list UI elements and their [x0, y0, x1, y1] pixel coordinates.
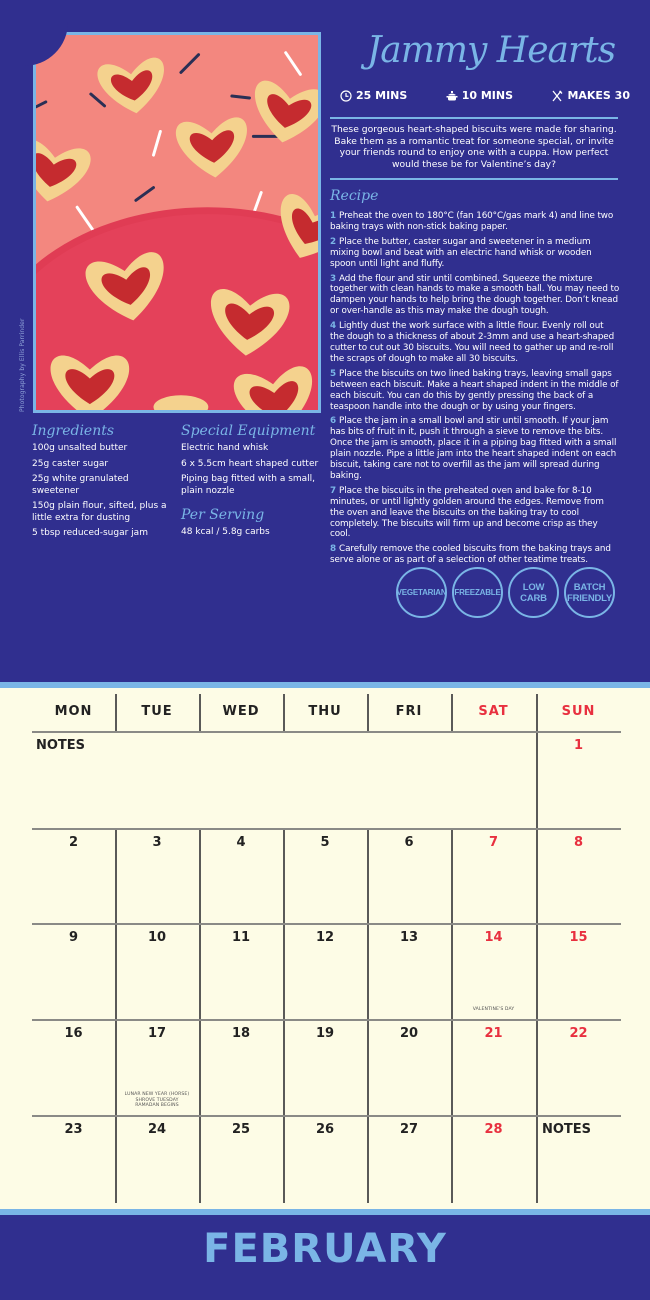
- event-label: LUNAR NEW YEAR (HORSE): [124, 1092, 190, 1098]
- column-divider: [199, 694, 201, 731]
- badge-low-carb: LOW CARB: [508, 567, 559, 618]
- divider-top: [330, 117, 618, 119]
- clock-icon: [340, 90, 352, 102]
- recipe-step: [330, 211, 620, 233]
- step-number: 7: [330, 485, 337, 496]
- pot-icon: [446, 90, 458, 102]
- badge-vegetarian: VEGETARIAN: [396, 567, 447, 618]
- jammy-hearts-illustration: [36, 35, 318, 410]
- step-text: Place the jam in a small bowl and stir until smooth. If your jam has bits of fruit in it, push it through a sieve to remove the bits. Once the jam is smooth, place it in a piping bag fitted with a small plain nozzle. Pipe a little jam into the heart shaped indent on each biscuit, taking care not to overfill as the jam will spread during baking.: [330, 416, 617, 481]
- equipment-item: Electric hand whisk: [181, 443, 269, 453]
- step-number: 5: [330, 368, 337, 379]
- cutlery-icon: [551, 90, 563, 102]
- per-serving-heading: Per Serving: [181, 507, 265, 523]
- step-number: 1: [330, 211, 337, 221]
- diet-badges: [396, 567, 615, 618]
- makes: [551, 89, 630, 102]
- date-cell-23[interactable]: 23: [64, 1122, 83, 1137]
- cook-time-value: 10 MINS: [461, 89, 514, 102]
- event-label: VALENTINE'S DAY: [472, 1007, 515, 1013]
- row-divider: [32, 923, 621, 925]
- day-header-wed: WED: [222, 704, 260, 719]
- equipment-item: Piping bag fitted with a small, plain nozzle: [181, 474, 316, 496]
- step-number: 8: [330, 544, 337, 555]
- date-cell-24[interactable]: 24: [147, 1122, 167, 1137]
- step-text: Place the butter, caster sugar and sweetener in a medium mixing bowl and beat with an electric hand whisk or wooden spoon until light and fluffy.: [330, 236, 592, 269]
- column-divider: [536, 694, 538, 731]
- step-number: 3: [330, 273, 337, 284]
- row-divider: [32, 1019, 621, 1021]
- date-cell-15[interactable]: 15: [569, 930, 588, 945]
- date-cell-4[interactable]: 4: [236, 835, 246, 850]
- date-cell-11[interactable]: 11: [231, 930, 251, 945]
- day-header-fri: FRI: [395, 704, 423, 719]
- month-name: FEBRUARY: [203, 1226, 447, 1272]
- date-cell-21[interactable]: 21: [484, 1026, 503, 1041]
- day-header-mon: MON: [54, 704, 93, 719]
- step-number: 2: [330, 236, 337, 247]
- ingredients: [32, 423, 167, 540]
- column-divider: [451, 694, 453, 731]
- date-cell-22[interactable]: 22: [569, 1026, 588, 1041]
- recipe-title: Jammy Hearts: [366, 30, 616, 71]
- prep-time-value: 25 MINS: [356, 89, 408, 102]
- event-label: SHROVE TUESDAY: [135, 1097, 179, 1103]
- row-divider: [32, 731, 621, 733]
- ingredient-item: 150g plain flour, sifted, plus a little extra for dusting: [32, 501, 167, 523]
- badge-freezable: FREEZABLE: [452, 567, 503, 618]
- event-label: RAMADAN BEGINS: [135, 1103, 179, 1109]
- column-divider: [115, 694, 117, 731]
- step-number: 6: [330, 416, 337, 427]
- equipment-item: 6 x 5.5cm heart shaped cutter: [181, 458, 319, 469]
- date-cell-19[interactable]: 19: [315, 1026, 335, 1041]
- step-text: Place the biscuits on two lined baking trays, leaving small gaps between each biscuit. Make a heart shaped indent in the middle of each biscuit. You can do this by gently pressing the back of a teaspoon handle into the dough or by using your fingers.: [330, 368, 619, 412]
- recipe-step: [330, 544, 620, 566]
- recipe-step: [330, 274, 620, 318]
- date-cell-7[interactable]: 7: [488, 835, 499, 850]
- date-cell-9[interactable]: 9: [68, 930, 79, 945]
- date-cell-2[interactable]: 2: [68, 835, 79, 850]
- special-equipment: [181, 423, 321, 539]
- step-text: Add the flour and stir until combined. Squeeze the mixture together with clean hands to make a smooth ball. You may need to dampen your hands to help bring the dough together. Don’t knead or over-handle as this may make the dough tough.: [330, 273, 620, 317]
- date-cell-3[interactable]: 3: [152, 835, 162, 850]
- cook-time: [446, 89, 513, 102]
- day-header-tue: TUE: [141, 704, 173, 719]
- equipment-heading: Special Equipment: [181, 423, 316, 439]
- date-cell-14[interactable]: 14: [484, 930, 503, 945]
- event-note: [115, 1092, 199, 1109]
- step-number: 4: [330, 321, 337, 332]
- recipe-step: [330, 486, 620, 541]
- notes-label-bottom: NOTES: [542, 1122, 592, 1137]
- event-note: [451, 1007, 536, 1013]
- calendar: [0, 688, 650, 1209]
- recipe-step: [330, 237, 620, 270]
- date-cell-5[interactable]: 5: [320, 835, 330, 850]
- badge-batch-friendly: BATCH FRIENDLY: [564, 567, 615, 618]
- makes-value: MAKES 30: [567, 89, 630, 102]
- recipe-heading: Recipe: [330, 188, 379, 204]
- date-cell-13[interactable]: 13: [399, 930, 419, 945]
- date-cell-26[interactable]: 26: [315, 1122, 335, 1137]
- ingredient-item: 100g unsalted butter: [32, 443, 128, 453]
- date-cell-27[interactable]: 27: [399, 1122, 419, 1137]
- day-header-thu: THU: [308, 704, 342, 719]
- prep-time: [340, 89, 407, 102]
- ingredient-item: 5 tbsp reduced-sugar jam: [32, 528, 148, 538]
- recipe-step: [330, 416, 620, 481]
- date-cell-10[interactable]: 10: [147, 930, 167, 945]
- row-divider: [32, 828, 621, 830]
- photo-credit: Photography by Ellis Parrinder: [19, 318, 26, 412]
- ingredient-item: 25g caster sugar: [32, 458, 109, 469]
- recipe-step: [330, 369, 620, 413]
- step-text: Place the biscuits in the preheated oven and bake for 8-10 minutes, or until lightly golden around the edges. Remove from the oven and leave the biscuits on the baking tray to cool completely. The biscuits will firm up and become crisp as they cool.: [330, 485, 604, 540]
- date-cell-28[interactable]: 28: [484, 1122, 503, 1137]
- date-cell-6[interactable]: 6: [404, 835, 414, 850]
- date-cell-17[interactable]: 17: [147, 1026, 167, 1041]
- step-text: Preheat the oven to 180°C (fan 160°C/gas mark 4) and line two baking trays with non-stick baking paper.: [330, 211, 614, 232]
- date-cell-1[interactable]: 1: [573, 738, 584, 753]
- date-cell-16[interactable]: 16: [64, 1026, 83, 1041]
- recipe-steps: [330, 211, 620, 570]
- recipe-photo: [33, 32, 321, 413]
- notes-label-top: NOTES: [36, 738, 86, 753]
- column-divider: [536, 1117, 538, 1203]
- column-divider: [367, 694, 369, 731]
- recipe-intro: These gorgeous heart-shaped biscuits were made for sharing. Bake them as a romantic treat for someone special, or invite your friends round to enjoy one with a cuppa. How perfect would these be for Valentine’s day?: [331, 124, 617, 170]
- step-text: Lightly dust the work surface with a little flour. Evenly roll out the dough to a thickness of about 2-3mm and use a heart-shaped cutter to cut out 30 biscuits. You will need to gather up and re-roll the scraps of dough to make all 30 biscuits.: [330, 321, 615, 364]
- date-cell-25[interactable]: 25: [231, 1122, 251, 1137]
- per-serving-value: 48 kcal / 5.8g carbs: [181, 527, 270, 537]
- date-cell-8[interactable]: 8: [573, 835, 584, 850]
- step-text: Carefully remove the cooled biscuits from the baking trays and serve alone or as part of a selection of other teatime treats.: [330, 544, 611, 566]
- ingredients-heading: Ingredients: [32, 423, 115, 439]
- day-header-sun: SUN: [561, 704, 596, 719]
- date-cell-20[interactable]: 20: [399, 1026, 419, 1041]
- ingredient-item: 25g white granulated sweetener: [32, 474, 129, 496]
- recipe-meta: [340, 89, 630, 102]
- date-cell-18[interactable]: 18: [231, 1026, 251, 1041]
- date-cell-12[interactable]: 12: [315, 930, 335, 945]
- divider-bottom: [330, 178, 618, 180]
- recipe-step: [330, 321, 620, 365]
- accent-stripe: [0, 1209, 650, 1215]
- day-header-sat: SAT: [478, 704, 509, 719]
- row-divider: [32, 1115, 621, 1117]
- column-divider: [283, 694, 285, 731]
